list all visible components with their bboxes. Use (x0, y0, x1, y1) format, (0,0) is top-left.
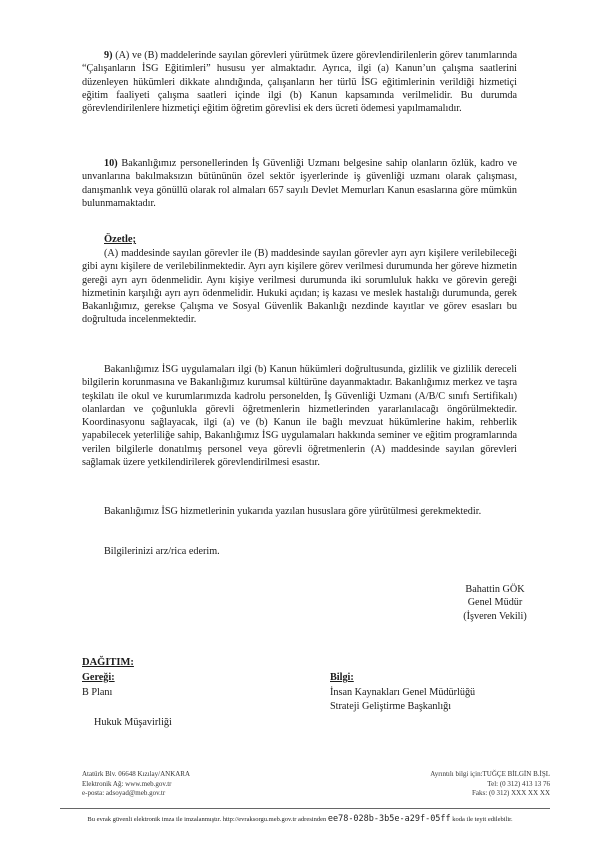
closing-paragraph: Bilgilerinizi arz/rica ederim. (104, 546, 220, 557)
verification-code: ee78-028b-3b5e-a29f-05ff (327, 814, 451, 824)
geregi-item: B Planı (82, 687, 113, 698)
footer-fax: Faks: (0 312) XXX XX XX (472, 789, 550, 797)
signer-role: (İşveren Vekili) (463, 610, 527, 622)
footer-email: e-posta: adsoyad@meb.gov.tr (82, 789, 166, 797)
footer-right (430, 770, 550, 799)
signature-block (440, 583, 550, 623)
paragraph-10-number: 10) (104, 158, 118, 169)
paragraph-10-text: Bakanlığımız personellerinden İş Güvenliği Uzmanı belgesine sahip olanların özlük, kadro ve unvanlarına bakılmaksızın bütününün özel sektör işyerlerinde iş güvenliği uzmanı olarak çalışması, danışmanlık veya gönüllü olarak rol almaları 657 sayılı Devlet Memurları Kanun esaslarına göre mümkün bulunmamaktadır. (82, 158, 517, 209)
footer-left (82, 770, 190, 799)
paragraph-9-text: (A) ve (B) maddelerinde sayılan görevleri yürütmek üzere görevlendirilenlerin görev tanımlarında “Çalışanların İSG Eğitimleri” hususu yer almaktadır. Ayrıca, ilgi (a) Kanun’un çalışma saatlerini düzenleyen hükümleri dikkate alındığında, çalışanların her türlü İSG eğitimlerinin verildiği hizmetiçi eğitim faaliyeti çalışma saatleri içinde ilgi (b) Kanun kapsamında verilmelidir. Bu durumda görevlendirilenlere hizmetiçi eğitim öğretim görevlisi ek ders ücreti ödemesi yapılmamalıdır. (82, 50, 518, 115)
execution-paragraph: Bakanlığımız İSG hizmetlerinin yukarıda yazılan hususlara göre yürütülmesi gerekmektedir. (104, 506, 482, 517)
signer-title: Genel Müdür (467, 597, 523, 609)
verification-prefix: Bu evrak güvenli elektronik imza ile imzalanmıştır. http://evraksorgu.meb.gov.tr adresinden (87, 816, 327, 823)
footer-address: Atatürk Blv. 06648 Kızılay/ANKARA (82, 770, 191, 778)
footer-contact: Ayrıntılı bilgi için:TUĞÇE BİLGİN B.İŞL (430, 770, 550, 778)
summary-paragraph: (A) maddesinde sayılan görevler ile (B) maddesinde sayılan görevler ayrı ayrı kişilere verilebileceği gibi aynı kişilere de verilebilinmektedir. Ayrı ayrı kişilere görev verilmesi durumunda her göreve hizmetin gereği ayrı ayrı ödenmelidir. Aynı kişiye verilmesi durumunda iki sorumluluk hakkı ve görevin gereği hizmetinin karşılığı ayrı ayrı ödenmelidir. Hukuki açıdan; iş kazası ve meslek hastalığı durumunda, gerek Bakanlığımız, gerekse Çalışma ve Sosyal Güvenlik Bakanlığı nezdinde kayıtlar ve görev esasları bu doğrultuda incelenmektedir. (82, 248, 517, 326)
geregi-label: Gereği: (82, 672, 115, 683)
distribution-title: DAĞITIM: (82, 657, 134, 668)
paragraph-10 (82, 157, 517, 210)
footer-web: Elektronik Ağ: www.meb.gov.tr (82, 779, 172, 788)
isg-paragraph: Bakanlığımız İSG uygulamaları ilgi (b) Kanun hükümleri doğrultusunda, gizlilik ve gizlilik dereceli bilgilerin korunmasına ve Bakanlığımız kurumsal kültürüne dayanmaktadır. Bakanlığımız merkez ve taşra teşkilatı ile okul ve kurumlarımızda kadrolu personelden, İş Güvenliği Uzmanı (A/B/C sınıfı Sertifikalı) olanlardan ve çoğunlukla görevli öğretmenlerin hizmetlerinden yararlanılacağı öngörülmektedir. Koordinasyonu sağlayacak, ilgi (a) ve (b) Kanun ile bağlı mevzuat hükümlerine hakim, rehberlik yapabilecek yeterliliğe sahip, Bakanlığımız İSG uygulamaları hakkında seminer ve eğitim programlarında verilen bilgilerle donatılmış personel veya görevli öğretmenlerin (A) maddesinde sayılan görevleri sağlamak üzere yetkilendirilerek görevlendirilmesi esastır. (82, 364, 517, 469)
verification-suffix: koda ile teyit edilebilir. (452, 816, 513, 823)
paragraph-9 (82, 49, 517, 115)
footer-divider (60, 808, 550, 809)
summary-heading: Özetle; (104, 234, 137, 245)
signer-name: Bahattin GÖK (465, 584, 525, 595)
geregi-item: Hukuk Müşavirliği (94, 717, 172, 728)
verification-strip (0, 812, 600, 826)
paragraph-9-number: 9) (104, 50, 113, 61)
bilgi-item: Strateji Geliştirme Başkanlığı (330, 701, 452, 712)
bilgi-label: Bilgi: (330, 672, 354, 683)
bilgi-item: İnsan Kaynakları Genel Müdürlüğü (330, 687, 476, 698)
footer-tel: Tel: (0 312) 413 13 76 (487, 779, 550, 788)
